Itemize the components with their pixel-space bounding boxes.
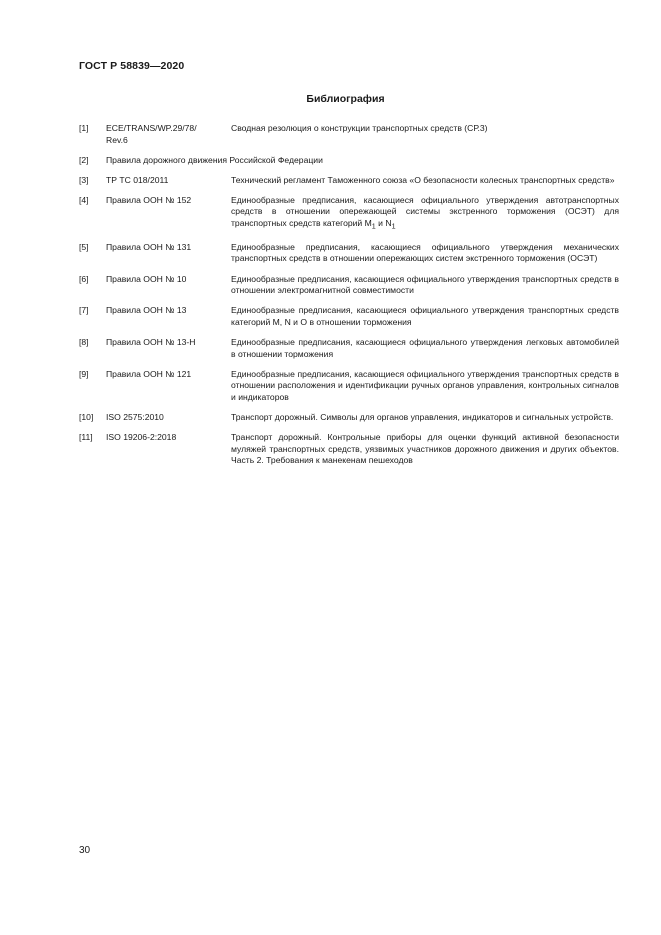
bibliography-entry (79, 155, 619, 167)
entry-source: Правила ООН № 13 (106, 305, 187, 316)
entry-number: [5] (79, 241, 89, 252)
bibliography-entry (79, 123, 619, 146)
entry-description: Единообразные предписания, касающиеся официального утверждения транспортных средств в отношении электромагнитной совместимости (231, 273, 619, 296)
section-title: Библиография (306, 93, 385, 105)
entry-source: Правила ООН № 13-Н (106, 336, 196, 347)
bibliography-entry (79, 175, 619, 187)
entry-source (106, 123, 231, 146)
entry-full-text: Правила дорожного движения Российской Федерации (106, 154, 323, 165)
entry-description: Сводная резолюция о конструкции транспортных средств (СР.3) (231, 123, 488, 133)
entry-number: [10] (79, 411, 94, 422)
entry-source: Правила ООН № 152 (106, 194, 192, 205)
document-header: ГОСТ Р 58839—2020 (79, 60, 185, 72)
bibliography-entry (79, 337, 619, 360)
entry-number: [9] (79, 368, 89, 379)
entry-number: [8] (79, 336, 89, 347)
entry-description: Единообразные предписания, касающиеся официального утверждения транспортных средств в отношении расположения и идентификации ручных органов управления, контрольных сигналов и индикаторов (231, 368, 619, 402)
entry-source: Правила ООН № 121 (106, 368, 192, 379)
entry-description: Транспорт дорожный. Контрольные приборы для оценки функций активной безопасности муляжей транспортных средств, уязвимых участников дорожного движения и других объектов. Часть 2. Требования к манекенам пешеходов (231, 432, 619, 466)
entry-source-line: Rev.6 (106, 134, 128, 145)
entry-description: Единообразные предписания, касающиеся официального утверждения механических транспортных средств в отношении опережающих систем экстренного торможения (ОСЭТ) (231, 241, 619, 264)
bibliography-entry (79, 369, 619, 404)
entry-number: [1] (79, 123, 89, 133)
entry-number: [11] (79, 432, 93, 442)
entry-number: [3] (79, 174, 89, 185)
entry-number: [2] (79, 154, 89, 165)
entry-source: ISO 19206-2:2018 (106, 432, 177, 442)
entry-number: [6] (79, 273, 89, 284)
bibliography-entry (79, 305, 619, 328)
entry-source: Правила ООН № 131 (106, 241, 192, 252)
bibliography-entry (79, 432, 619, 467)
entry-description: Единообразные предписания, касающиеся официального утверждения транспортных средств категорий M, N и O в отношении торможения (231, 305, 619, 327)
entry-description: Единообразные предписания, касающиеся официального утверждения легковых автомобилей в отношении торможения (231, 336, 619, 359)
entry-number: [7] (79, 305, 89, 316)
entry-source: ТР ТС 018/2011 (106, 174, 169, 185)
entry-source: Правила ООН № 10 (106, 273, 187, 284)
bibliography-list (79, 123, 619, 475)
bibliography-entry (79, 412, 619, 424)
entry-number: [4] (79, 194, 89, 205)
bibliography-entry (79, 242, 619, 265)
bibliography-entry (79, 195, 619, 234)
entry-source: ISO 2575:2010 (106, 411, 164, 422)
entry-description: Технический регламент Таможенного союза «О безопасности колесных транспортных средств» (231, 174, 615, 185)
entry-description: Транспорт дорожный. Символы для органов управления, индикаторов и сигнальных устройств. (231, 411, 614, 422)
entry-source-line: ECE/TRANS/WP.29/78/ (106, 123, 197, 133)
bibliography-entry (79, 274, 619, 297)
page-number: 30 (79, 845, 91, 856)
entry-description: Единообразные предписания, касающиеся официального утверждения автотранспортных средств в отношении опережающей системы экстренного торможения (ОСЭТ) для транспортных средств категорий $M_1$ и $N_1$ (231, 194, 619, 231)
